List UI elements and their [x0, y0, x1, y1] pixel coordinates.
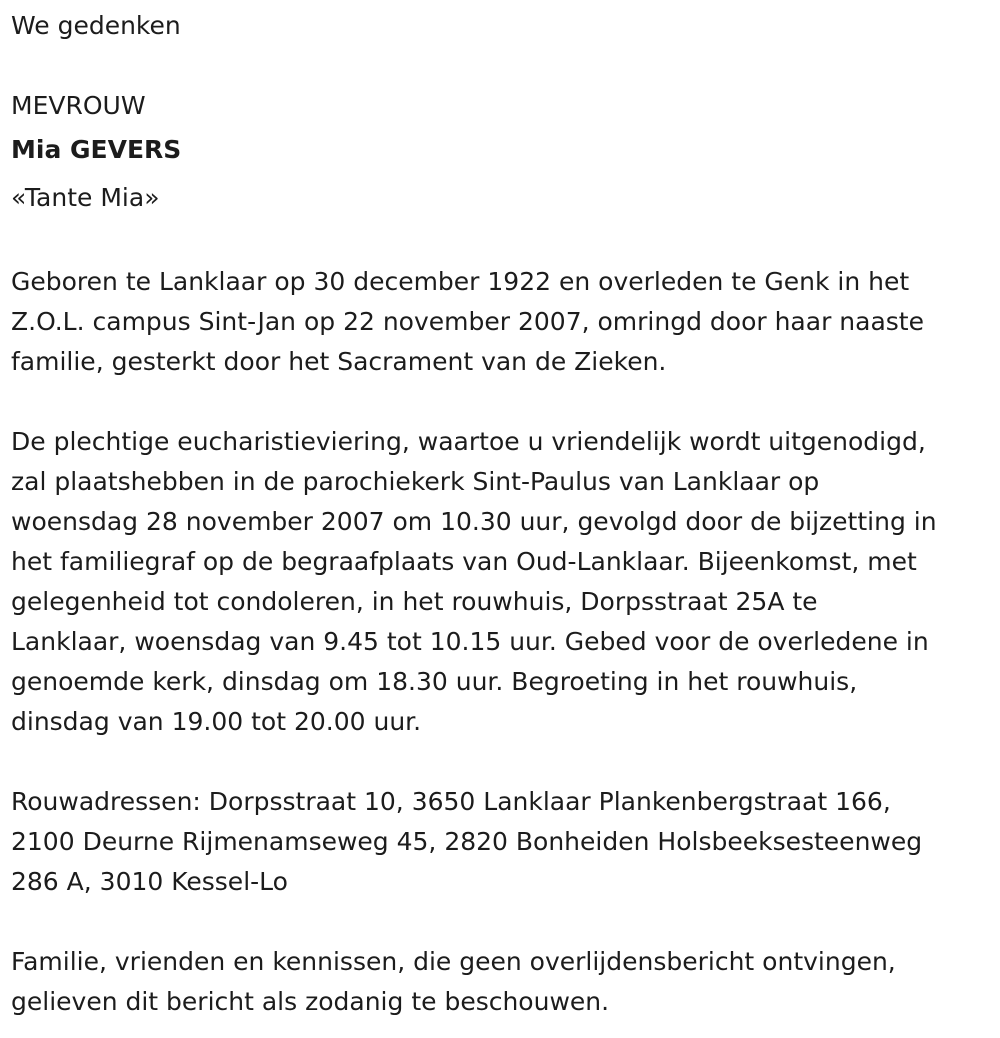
spacer [11, 222, 996, 262]
paragraph-line: 2100 Deurne Rijmenamseweg 45, 2820 Bonheiden Holsbeeksesteenweg [11, 827, 923, 856]
spacer [11, 902, 996, 942]
paragraph-line: familie, gesterkt door het Sacrament van de Zieken. [11, 347, 667, 376]
spacer [11, 46, 996, 86]
intro-text: We gedenken [11, 11, 181, 40]
paragraph-line: gelegenheid tot condoleren, in het rouwhuis, Dorpsstraat 25A te [11, 587, 818, 616]
paragraph-line: Geboren te Lanklaar op 30 december 1922 en overleden te Genk in het [11, 267, 910, 296]
paragraph-line: genoemde kerk, dinsdag om 18.30 uur. Begroeting in het rouwhuis, [11, 667, 858, 696]
closing-paragraph [11, 942, 996, 1022]
paragraph-line: 286 A, 3010 Kessel-Lo [11, 867, 288, 896]
paragraph-line: zal plaatshebben in de parochiekerk Sint-Paulus van Lanklaar op [11, 467, 820, 496]
paragraph-line: Familie, vrienden en kennissen, die geen overlijdensbericht ontvingen, [11, 947, 896, 976]
birth-paragraph [11, 262, 996, 382]
nickname: «Tante Mia» [11, 183, 160, 212]
ceremony-paragraph [11, 422, 996, 742]
spacer [11, 382, 996, 422]
addresses-paragraph [11, 782, 996, 902]
paragraph-line: het familiegraf op de begraafplaats van Oud-Lanklaar. Bijeenkomst, met [11, 547, 917, 576]
paragraph-line: dinsdag van 19.00 tot 20.00 uur. [11, 707, 422, 736]
obituary-document [11, 6, 996, 1022]
paragraph-line: Lanklaar, woensdag van 9.45 tot 10.15 uur. Gebed voor de overledene in [11, 627, 929, 656]
honorific: MEVROUW [11, 91, 146, 120]
paragraph-line: woensdag 28 november 2007 om 10.30 uur, gevolgd door de bijzetting in [11, 507, 937, 536]
deceased-name: Mia GEVERS [11, 135, 182, 164]
paragraph-line: Z.O.L. campus Sint-Jan op 22 november 2007, omringd door haar naaste [11, 307, 924, 336]
paragraph-line: gelieven dit bericht als zodanig te beschouwen. [11, 987, 610, 1016]
paragraph-line: Rouwadressen: Dorpsstraat 10, 3650 Lanklaar Plankenbergstraat 166, [11, 787, 891, 816]
paragraph-line: De plechtige eucharistieviering, waartoe u vriendelijk wordt uitgenodigd, [11, 427, 926, 456]
spacer [11, 742, 996, 782]
